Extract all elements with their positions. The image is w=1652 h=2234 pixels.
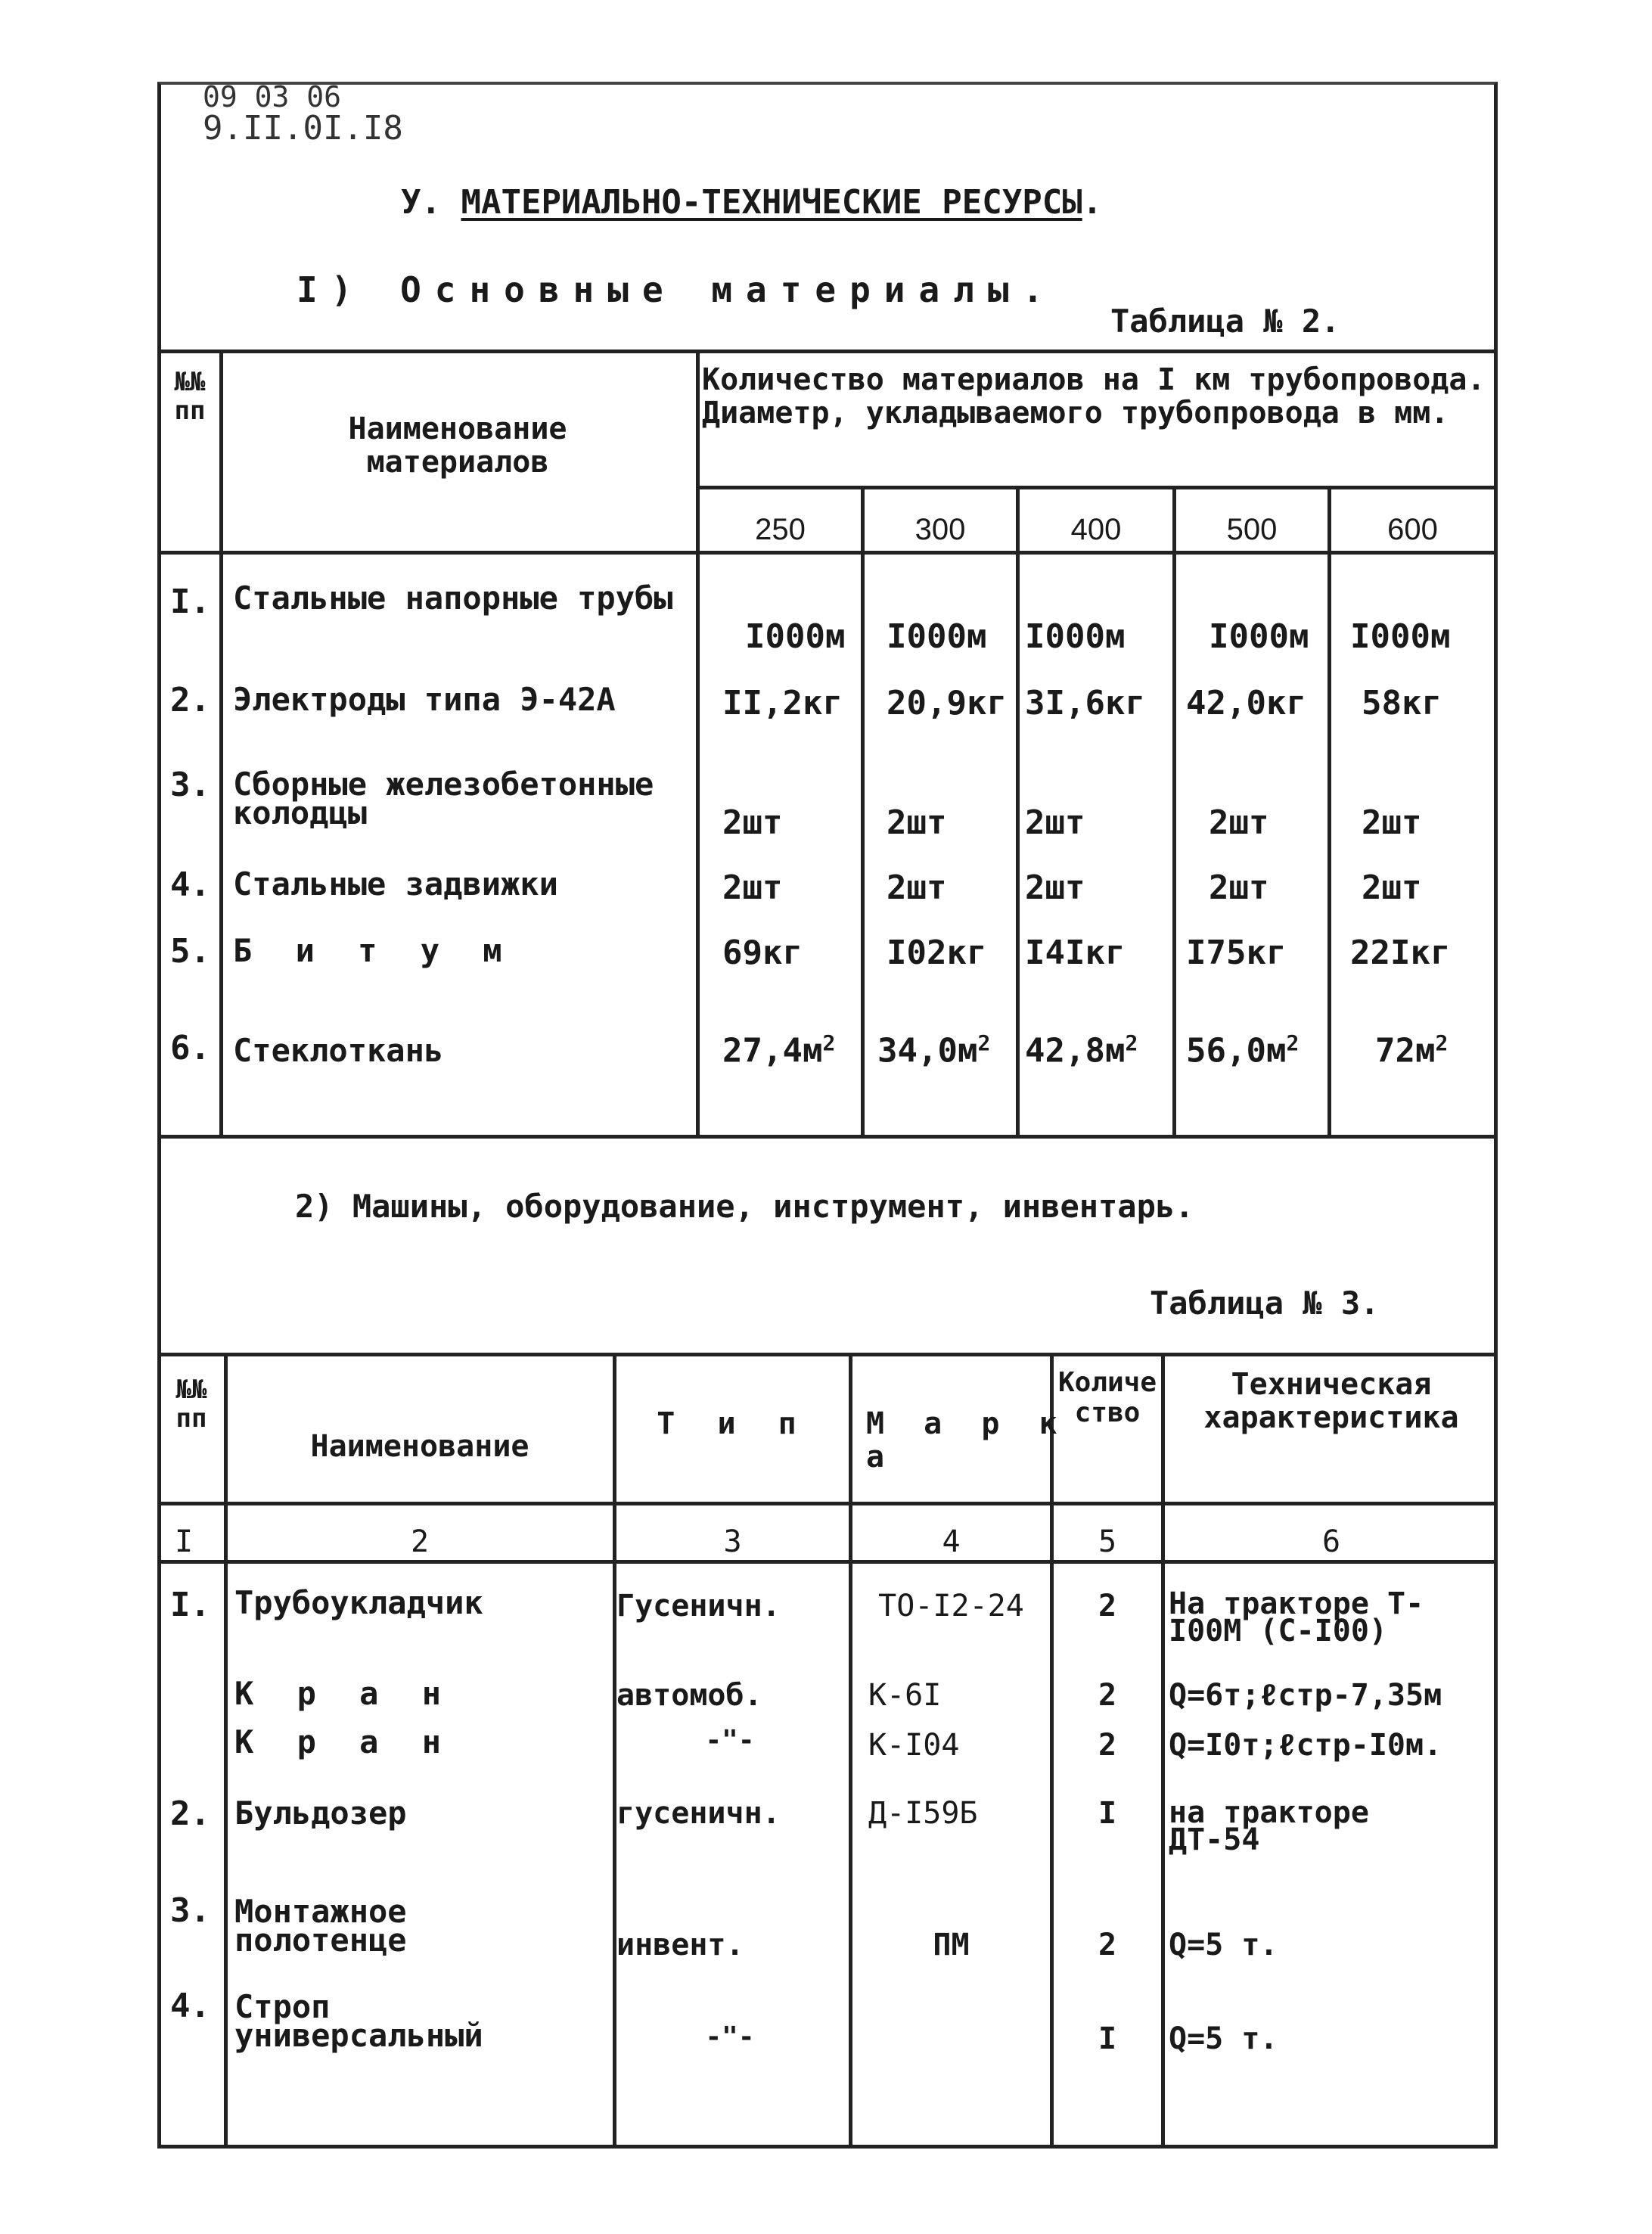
t2-row-name: Стеклоткань (233, 1032, 444, 1069)
t3-row-brand: К-6I (868, 1678, 942, 1713)
t2-cell: I000м (1350, 617, 1451, 656)
t3-row-name: Строп универсальный (234, 1988, 483, 2054)
t2-row-num: 6. (170, 1029, 210, 1067)
table3-number: Таблица № 3. (1150, 1285, 1380, 1322)
t2-header-d600: 600 (1387, 513, 1438, 546)
doc-code: 9.II.0I.I8 (203, 109, 403, 148)
table2-caption: I) Основные материалы. (297, 269, 1057, 310)
rule (157, 1502, 1498, 1505)
t2-header-d250: 250 (755, 513, 806, 546)
t3-row-name: Трубоукладчик (234, 1584, 483, 1621)
t3-row-num: 2. (170, 1794, 210, 1833)
t3-row-type: -"- (705, 1725, 755, 1756)
t3-row-qty: 2 (1098, 1728, 1117, 1763)
t3-header-type: Т и п (657, 1406, 809, 1441)
rule (224, 1353, 228, 2147)
t2-cell: 69кг (722, 934, 803, 972)
t3-row-qty: I (1098, 2021, 1117, 2056)
t3-row-type: инвент. (616, 1928, 744, 1962)
t3-row-brand: ТО-I2-24 (878, 1589, 1024, 1623)
rule (1328, 486, 1331, 1136)
t2-cell: I000м (887, 617, 987, 656)
t3-colnum: 6 (1321, 1524, 1341, 1559)
t2-cell: 2шт (887, 868, 947, 907)
t2-cell: 42,0кг (1186, 684, 1306, 722)
t2-row-name: Б и т у м (233, 932, 514, 969)
t3-header-spec: Техническая характеристика (1203, 1367, 1459, 1435)
t2-cell: 2шт (722, 868, 783, 907)
t3-row-spec: Q=6т;ℓстр-7,35м (1169, 1678, 1442, 1713)
t2-cell: 2шт (1209, 868, 1269, 907)
t3-header-num: №№ пп (175, 1375, 207, 1434)
t2-row-name: Стальные напорные трубы (233, 579, 673, 617)
t2-cell: $27,4м^2$ (722, 1030, 836, 1070)
rule (696, 486, 1498, 489)
t2-cell: $72м^2$ (1375, 1030, 1449, 1070)
t2-cell: 22Iкг (1350, 934, 1451, 972)
rule (157, 1353, 1498, 1356)
t2-header-d500: 500 (1226, 513, 1278, 546)
t2-cell: II,2кг (722, 684, 843, 722)
t3-row-num: 3. (170, 1891, 210, 1930)
t2-cell: 2шт (722, 803, 783, 842)
t2-row-num: 2. (170, 681, 210, 719)
t3-row-spec: Q=5 т. (1169, 1928, 1278, 1962)
rule (1172, 486, 1176, 1136)
t3-row-qty: 2 (1098, 1678, 1117, 1713)
table2-number: Таблица № 2. (1110, 303, 1340, 340)
t3-row-name: К р а н (234, 1723, 454, 1760)
t3-row-qty: 2 (1098, 1928, 1117, 1962)
t2-cell: $56,0м^2$ (1186, 1030, 1300, 1070)
t2-row-num: I. (170, 583, 210, 621)
t2-cell: 2шт (1362, 868, 1422, 907)
t2-cell: I000м (745, 617, 846, 656)
t2-row-name: Электроды типа Э-42А (233, 681, 616, 718)
t3-row-qty: I (1098, 1796, 1117, 1831)
t3-row-brand: ПМ (933, 1928, 970, 1962)
t2-cell: $42,8м^2$ (1025, 1030, 1138, 1070)
t2-header-d300: 300 (914, 513, 966, 546)
t2-cell: 3I,6кг (1025, 684, 1145, 722)
t2-row-name: Стальные задвижки (233, 865, 558, 903)
t3-colnum: 4 (942, 1524, 961, 1559)
t2-cell: $34,0м^2$ (877, 1030, 991, 1070)
rule (1161, 1353, 1165, 2147)
t2-header-d400: 400 (1070, 513, 1122, 546)
t2-cell: I4Iкг (1025, 934, 1126, 972)
table3-caption: 2) Машины, оборудование, инструмент, инвентарь. (295, 1188, 1194, 1225)
t2-cell: 20,9кг (887, 684, 1007, 722)
t3-row-brand: К-I04 (868, 1728, 960, 1763)
t2-cell: 2шт (887, 803, 947, 842)
t3-row-name: К р а н (234, 1675, 454, 1712)
t3-row-spec: Q=5 т. (1169, 2021, 1278, 2056)
t3-row-name: Бульдозер (234, 1794, 407, 1832)
t3-row-name: Монтажное полотенце (234, 1893, 407, 1959)
rule (157, 551, 1498, 555)
section-heading: У. МАТЕРИАЛЬНО-ТЕХНИЧЕСКИЕ РЕСУРСЫ. (401, 183, 1103, 222)
t2-row-name: Сборные железобетонные колодцы (233, 766, 654, 831)
t3-header-qty: Количество (1057, 1367, 1157, 1428)
t2-cell: I000м (1209, 617, 1309, 656)
rule (157, 1560, 1498, 1564)
t2-cell: 2шт (1362, 803, 1422, 842)
t3-row-num: 4. (170, 1987, 210, 2025)
t2-cell: I02кг (887, 934, 987, 972)
rule (157, 1135, 1498, 1139)
t3-row-num: I. (170, 1586, 210, 1624)
t3-row-spec: На тракторе Т-I00М (С-I00) (1169, 1586, 1424, 1648)
t2-row-num: 5. (170, 932, 210, 971)
t2-header-group: Количество материалов на I км трубопровода. Диаметр, укладываемого трубопровода в мм. (702, 362, 1486, 430)
t2-row-num: 4. (170, 865, 210, 904)
rule (696, 350, 700, 1136)
t2-cell: I000м (1025, 617, 1126, 656)
t3-row-spec: на тракторе ДТ-54 (1169, 1795, 1369, 1857)
t3-header-name: Наименование (310, 1429, 529, 1464)
section-heading-title: МАТЕРИАЛЬНО-ТЕХНИЧЕСКИЕ РЕСУРСЫ (461, 183, 1082, 222)
t3-row-brand: Д-I59Б (868, 1796, 978, 1831)
t2-header-num: №№ пп (174, 367, 206, 426)
doc-code-top: 09 03 06 (203, 80, 342, 113)
t2-cell: 2шт (1025, 868, 1085, 907)
rule (861, 486, 865, 1136)
t2-row-num: 3. (170, 766, 210, 804)
t2-cell: 58кг (1362, 684, 1442, 722)
t3-row-spec: Q=I0т;ℓстр-I0м. (1169, 1728, 1442, 1763)
t3-row-qty: 2 (1098, 1589, 1117, 1623)
t3-row-type: автомоб. (616, 1678, 762, 1713)
t3-colnum: 3 (723, 1524, 742, 1559)
rule (1016, 486, 1020, 1136)
t3-colnum: I (174, 1524, 194, 1559)
t3-colnum: 2 (410, 1524, 430, 1559)
t2-cell: I75кг (1186, 934, 1287, 972)
t2-cell: 2шт (1025, 803, 1085, 842)
t3-row-type: -"- (705, 2021, 755, 2052)
rule (219, 350, 223, 1136)
t3-row-type: гусеничн. (616, 1796, 781, 1831)
t3-colnum: 5 (1098, 1524, 1117, 1559)
t2-header-name: Наименование материалов (348, 412, 567, 480)
t2-cell: 2шт (1209, 803, 1269, 842)
rule (157, 350, 1498, 353)
t3-row-type: Гусеничн. (616, 1589, 781, 1623)
t3-header-brand: М а р к а (866, 1406, 1068, 1474)
